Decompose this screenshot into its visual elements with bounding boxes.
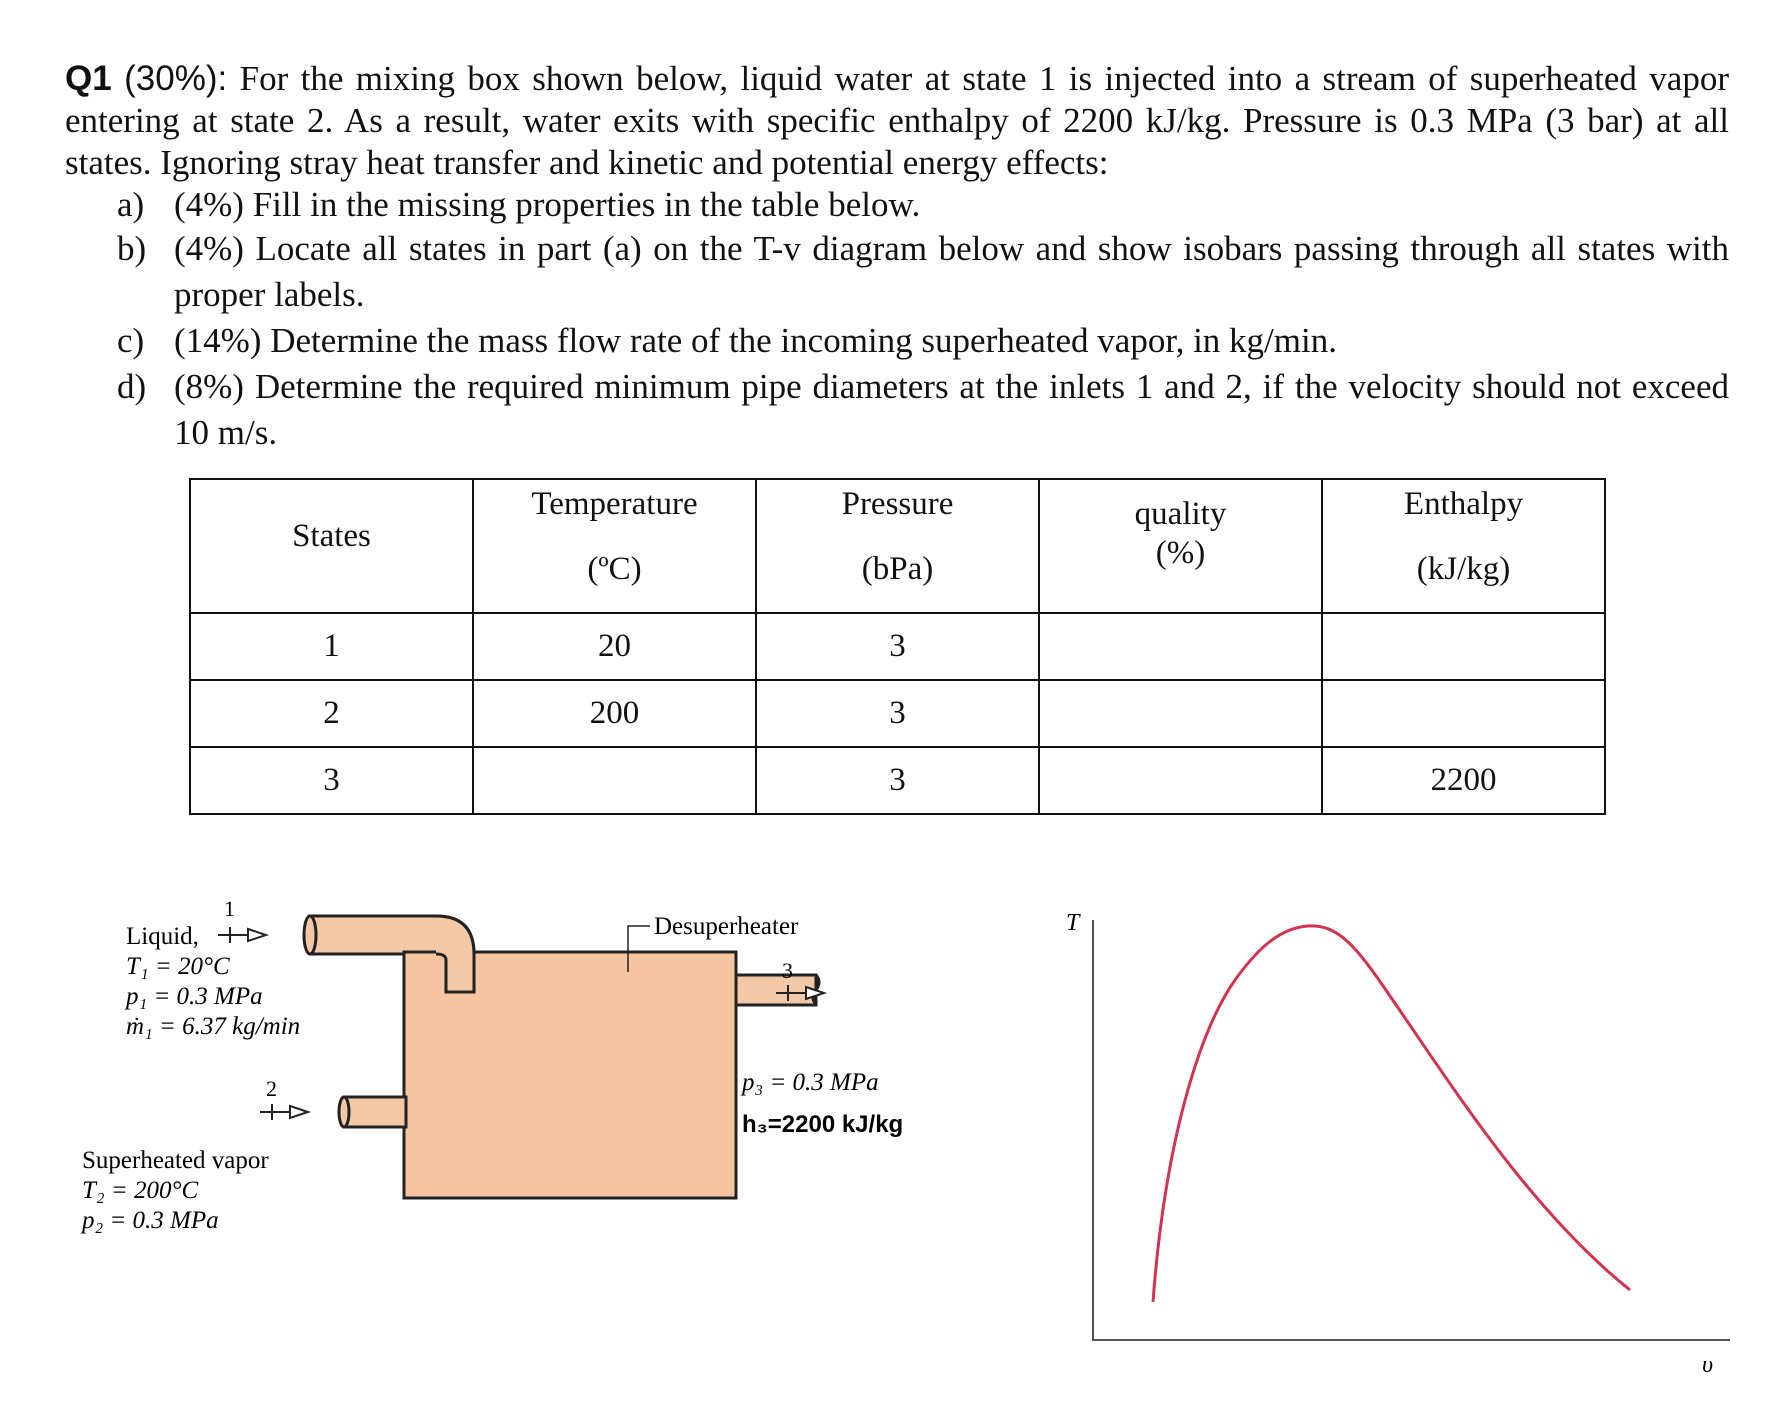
x-axis-label: υ [1702, 1352, 1714, 1378]
cell-quality [1039, 613, 1322, 680]
inlet-2-flow-arrow [260, 1104, 308, 1120]
header-temperature-label: Temperature [531, 486, 698, 522]
cell-quality [1039, 747, 1322, 814]
cell-enthalpy: 2200 [1322, 747, 1605, 814]
part-c [65, 318, 1729, 364]
header-quality [1039, 479, 1322, 613]
inlet-1-line-4: ṁ₁ = 6.37 kg/min [126, 1013, 301, 1040]
cell-enthalpy [1322, 613, 1605, 680]
cell-enthalpy [1322, 680, 1605, 747]
table-row [190, 680, 1605, 747]
part-a-label: a) [117, 185, 145, 224]
inlet-1-pipe-end [304, 916, 316, 954]
t-v-diagram [1040, 890, 1740, 1380]
inlet-1-line-3: p₁ = 0.3 MPa [126, 983, 263, 1010]
part-d-label: d) [117, 367, 147, 406]
header-pressure-label: Pressure [841, 486, 954, 522]
cell-pressure: 3 [756, 613, 1039, 680]
question-weight: (30%): [124, 59, 228, 98]
outlet-pipe [736, 975, 816, 1005]
question-stem [65, 58, 1729, 184]
outlet-line-2: h₃=2200 kJ/kg [742, 1111, 904, 1138]
inlet-2-pipe-end [339, 1097, 349, 1127]
header-temperature [473, 479, 756, 613]
cell-temperature [473, 747, 756, 814]
part-b-text: (4%) Locate all states in part (a) on the T-v diagram below and show isobars passing through all states with proper labels. [174, 229, 1729, 314]
outlet-line-1: p₃ = 0.3 MPa [742, 1069, 879, 1096]
cell-pressure: 3 [756, 747, 1039, 814]
header-pressure-unit: (bPa) [861, 551, 934, 587]
table-header-row [190, 479, 1605, 613]
inlet-2-line-1: Superheated vapor [82, 1147, 269, 1174]
figure-title: Desuperheater [654, 913, 799, 940]
inlet-1-line-1: Liquid, [126, 923, 199, 950]
header-temperature-unit: (ºC) [587, 551, 642, 587]
cell-temperature: 20 [473, 613, 756, 680]
header-pressure [756, 479, 1039, 613]
header-enthalpy-unit: (kJ/kg) [1416, 551, 1511, 587]
part-a-text: (4%) Fill in the missing properties in the table below. [174, 185, 921, 224]
header-states-label: States [292, 518, 371, 554]
cell-quality [1039, 680, 1322, 747]
table-row [190, 747, 1605, 814]
inlet-2-line-3: p₂ = 0.3 MPa [82, 1207, 219, 1234]
header-states [190, 479, 473, 613]
part-d [65, 364, 1729, 456]
header-quality-label: quality [1134, 496, 1227, 532]
outlet-number: 3 [782, 958, 793, 983]
question-text [65, 58, 1729, 456]
part-a [65, 184, 1729, 226]
mixing-box-figure [60, 880, 960, 1300]
inlet-2-number: 2 [266, 1076, 277, 1101]
part-c-text: (14%) Determine the mass flow rate of the incoming superheated vapor, in kg/min. [174, 321, 1337, 360]
part-b-label: b) [117, 229, 147, 268]
cell-state: 3 [190, 747, 473, 814]
part-c-label: c) [117, 321, 145, 360]
inlet-1-number: 1 [224, 896, 235, 921]
cell-pressure: 3 [756, 680, 1039, 747]
question-stem-text: For the mixing box shown below, liquid water at state 1 is injected into a stream of superheated vapor entering at state 2. As a result, water exits with specific enthalpy of 2200 kJ/kg. Pressure is 0.3 MPa (3 bar) at all states. Ignoring stray heat transfer and kinetic and potential energy effects: [65, 59, 1730, 182]
inlet-2-line-2: T₂ = 200°C [82, 1177, 199, 1204]
y-axis-label: T [1066, 910, 1080, 936]
inlet-1-flow-arrow [218, 927, 266, 943]
part-b [65, 226, 1729, 318]
question-id: Q1 [65, 59, 112, 98]
cell-state: 2 [190, 680, 473, 747]
cell-state: 1 [190, 613, 473, 680]
properties-table [189, 478, 1606, 815]
cell-temperature: 200 [473, 680, 756, 747]
inlet-1-line-2: T₁ = 20°C [126, 953, 230, 980]
inlet-2-pipe [344, 1097, 406, 1127]
table-row [190, 613, 1605, 680]
header-enthalpy-label: Enthalpy [1403, 486, 1524, 522]
saturation-dome [1153, 926, 1630, 1302]
header-enthalpy [1322, 479, 1605, 613]
header-quality-unit: (%) [1155, 535, 1206, 571]
part-d-text: (8%) Determine the required minimum pipe diameters at the inlets 1 and 2, if the velocity should not exceed 10 m/s. [174, 367, 1729, 452]
